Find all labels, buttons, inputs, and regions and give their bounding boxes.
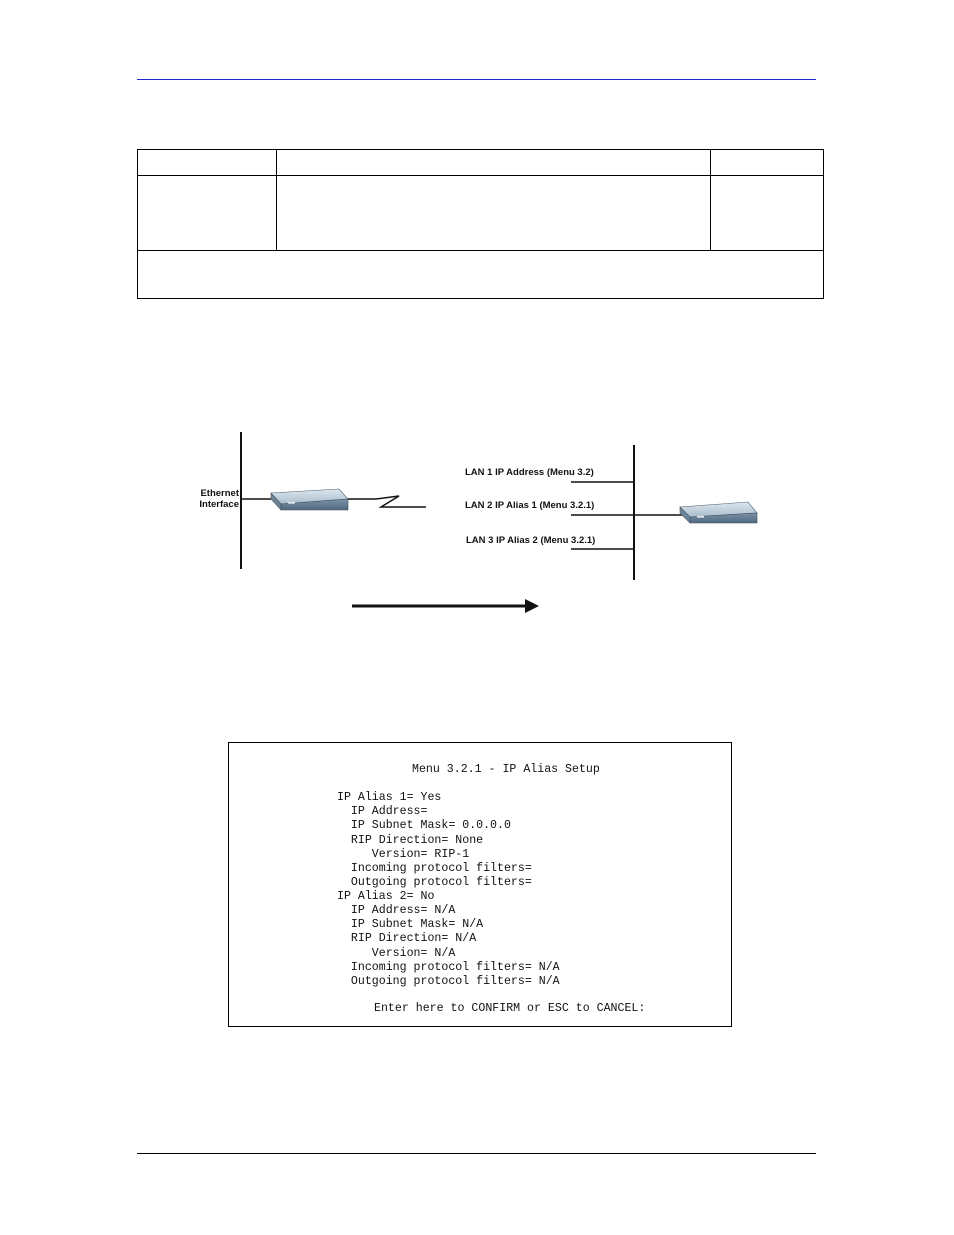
menu-line[interactable]: IP Address= N/A: [337, 904, 456, 917]
menu-line[interactable]: IP Alias 1= Yes: [337, 791, 442, 804]
ethernet-label-line1: Ethernet: [200, 488, 239, 499]
menu-line[interactable]: Version= N/A: [337, 947, 456, 960]
menu-line[interactable]: IP Address=: [337, 805, 428, 818]
confirm-prompt[interactable]: Enter here to CONFIRM or ESC to CANCEL:: [374, 1002, 646, 1015]
table-header-row: [138, 150, 824, 176]
router-icon: [680, 502, 757, 523]
menu-line[interactable]: RIP Direction= N/A: [337, 932, 477, 945]
menu-line[interactable]: Version= RIP-1: [337, 848, 470, 861]
menu-title: Menu 3.2.1 - IP Alias Setup: [412, 763, 600, 776]
menu-line[interactable]: IP Alias 2= No: [337, 890, 435, 903]
table-header-cell-1: [138, 150, 277, 176]
menu-line[interactable]: Incoming protocol filters=: [337, 862, 532, 875]
menu-line[interactable]: RIP Direction= None: [337, 834, 484, 847]
direction-arrow-icon: [525, 599, 539, 613]
table-row: [138, 176, 824, 251]
parameter-table: [137, 149, 824, 299]
table-cell-1: [138, 176, 277, 251]
ip-alias-setup-menu: [228, 742, 732, 1027]
wan-link-line: [348, 496, 426, 507]
footer-rule: [137, 1153, 816, 1154]
header-rule: [137, 79, 816, 80]
table-header-cell-3: [711, 150, 824, 176]
lan1-label: LAN 1 IP Address (Menu 3.2): [465, 467, 594, 478]
table-cell-3: [711, 176, 824, 251]
table-header-cell-2: [277, 150, 711, 176]
menu-line[interactable]: Incoming protocol filters= N/A: [337, 961, 560, 974]
table-footer-cell: [138, 251, 824, 299]
table-cell-2: [277, 176, 711, 251]
ethernet-label-line2: Interface: [199, 499, 239, 510]
table-footer-row: [138, 251, 824, 299]
menu-line[interactable]: IP Subnet Mask= 0.0.0.0: [337, 819, 511, 832]
menu-line[interactable]: Outgoing protocol filters=: [337, 876, 532, 889]
menu-line[interactable]: IP Subnet Mask= N/A: [337, 918, 484, 931]
router-icon: [271, 489, 348, 510]
lan2-label: LAN 2 IP Alias 1 (Menu 3.2.1): [465, 500, 595, 511]
menu-line[interactable]: Outgoing protocol filters= N/A: [337, 975, 560, 988]
lan3-label: LAN 3 IP Alias 2 (Menu 3.2.1): [466, 535, 596, 546]
